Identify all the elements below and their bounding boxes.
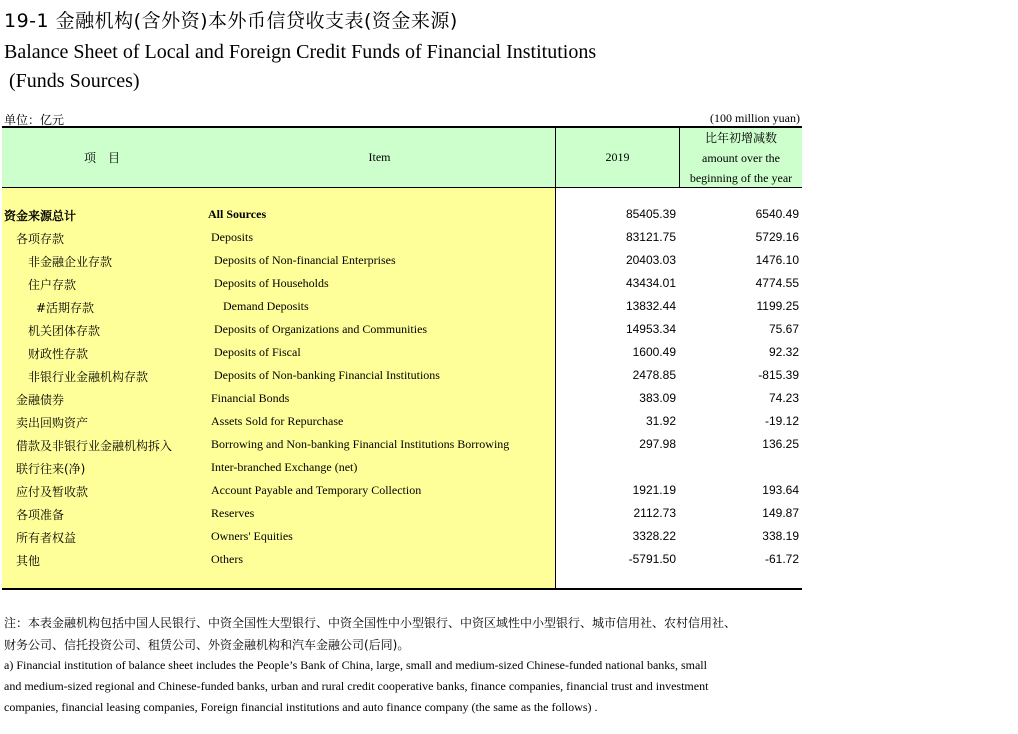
row-label-cn: 借款及非银行业金融机构拆入 [16, 439, 173, 453]
table-row [2, 250, 802, 273]
table-row [2, 388, 802, 411]
row-label-cn: 各项准备 [16, 508, 65, 522]
row-value-2019: 1921.19 [632, 483, 676, 497]
row-value-2019: 31.92 [645, 414, 676, 428]
row-label-en: Reserves [211, 506, 255, 520]
page-title-en-line2: (Funds Sources) [4, 70, 140, 92]
row-value-increase: 149.87 [762, 506, 799, 520]
row-label-cn: #活期存款 [36, 301, 95, 315]
row-label-cn: 财政性存款 [28, 347, 89, 361]
row-label-cn: 非银行业金融机构存款 [28, 370, 149, 384]
row-label-en: Account Payable and Temporary Collection [211, 483, 422, 497]
row-label-cn: 卖出回购资产 [16, 416, 89, 430]
row-value-2019: 13832.44 [625, 299, 676, 313]
row-value-increase: 4774.55 [755, 276, 799, 290]
row-label-cn: 非金融企业存款 [28, 255, 113, 269]
row-label-cn: 应付及暂收款 [16, 485, 89, 499]
row-label-en: Financial Bonds [211, 391, 290, 405]
row-label-cn: 资金来源总计 [4, 209, 77, 223]
note-cn-line1: 注：本表金融机构包括中国人民银行、中资全国性大型银行、中资全国性中小型银行、中资区域性中小型银行、城市信用社、农村信用社、 [4, 616, 737, 630]
note-cn-line2: 财务公司、信托投资公司、租赁公司、外资金融机构和汽车金融公司(后同)。 [4, 638, 410, 652]
row-value-increase: 75.67 [768, 322, 799, 336]
row-value-increase: 92.32 [768, 345, 799, 359]
table-row [2, 434, 802, 457]
table-row [2, 227, 802, 250]
table-row [2, 204, 802, 227]
row-label-en: Inter-branched Exchange (net) [211, 460, 358, 474]
row-label-en: All Sources [208, 207, 267, 221]
header-year: 2019 [605, 150, 630, 164]
page-title-en-line1: Balance Sheet of Local and Foreign Credit Funds of Financial Institutions [4, 41, 597, 63]
table-row [2, 342, 802, 365]
row-label-en: Deposits of Organizations and Communities [214, 322, 428, 336]
row-value-increase: 1476.10 [755, 253, 799, 267]
table-row [2, 480, 802, 503]
note-en-line3: companies, financial leasing companies, Foreign financial institutions and auto finance company (the same as the follows) . [4, 700, 598, 714]
row-label-cn: 金融债券 [16, 393, 65, 407]
table-row [2, 549, 802, 572]
row-value-increase: 74.23 [768, 391, 799, 405]
row-label-en: Deposits of Households [214, 276, 329, 290]
table-row [2, 457, 802, 480]
row-value-2019: 43434.01 [625, 276, 676, 290]
row-value-increase: 136.25 [762, 437, 799, 451]
row-value-2019: -5791.50 [628, 552, 676, 566]
header-increase-en-2: beginning of the year [689, 170, 793, 185]
note-en [4, 655, 804, 718]
table-row [2, 273, 802, 296]
row-value-2019: 2478.85 [632, 368, 676, 382]
row-value-2019: 1600.49 [632, 345, 676, 359]
row-label-cn: 联行往来(净) [16, 462, 86, 476]
row-value-increase: -19.12 [764, 414, 799, 428]
row-value-increase: 1199.25 [756, 299, 799, 313]
header-increase-en-1: amount over the [702, 150, 780, 165]
row-label-en: Borrowing and Non-banking Financial Institutions Borrowing [211, 437, 510, 451]
unit-label-en: (100 million yuan) [710, 111, 800, 125]
header-increase-cn: 比年初增减数 [704, 130, 777, 145]
table-row [2, 365, 802, 388]
table-header-rule [2, 187, 802, 188]
table-row [2, 526, 802, 549]
row-value-increase: -61.72 [764, 552, 799, 566]
row-value-increase: -815.39 [758, 368, 799, 382]
header-item-cn: 项 目 [83, 151, 120, 165]
note-en-line2: and medium-sized regional and Chinese-funded banks, urban and rural credit cooperative banks, finance companies, financial trust and investment [4, 679, 709, 693]
table-row [2, 503, 802, 526]
row-value-2019: 383.09 [639, 391, 676, 405]
header-item-en: Item [368, 150, 391, 164]
table-row [2, 411, 802, 434]
row-label-cn: 住户存款 [28, 278, 77, 292]
row-label-en: Assets Sold for Repurchase [211, 414, 344, 428]
row-value-2019: 3328.22 [632, 529, 676, 543]
row-value-2019: 2112.73 [633, 506, 676, 520]
row-label-en: Owners' Equities [211, 529, 293, 543]
note-cn [4, 612, 804, 656]
row-label-en: Deposits of Fiscal [214, 345, 301, 359]
row-label-cn: 机关团体存款 [28, 324, 101, 338]
table-row [2, 296, 802, 319]
row-label-en: Deposits of Non-banking Financial Institutions [214, 368, 440, 382]
row-value-increase: 6540.49 [755, 207, 799, 221]
row-label-cn: 其他 [16, 554, 41, 568]
table-row [2, 319, 802, 342]
row-value-2019: 83121.75 [625, 230, 676, 244]
note-en-line1: a) Financial institution of balance sheet includes the People’s Bank of China, large, small and medium-sized Chinese-funded national banks, small [4, 658, 707, 672]
row-value-2019: 85405.39 [625, 207, 676, 221]
row-label-cn: 所有者权益 [16, 531, 77, 545]
row-value-increase: 338.19 [762, 529, 799, 543]
table-bottom-rule [2, 588, 802, 590]
row-label-en: Demand Deposits [223, 299, 309, 313]
header-increase [680, 128, 802, 187]
row-value-2019: 14953.34 [625, 322, 676, 336]
row-value-2019: 297.98 [639, 437, 676, 451]
page-title-en [4, 38, 704, 96]
row-label-en: Deposits of Non-financial Enterprises [214, 253, 396, 267]
row-label-cn: 各项存款 [16, 232, 65, 246]
row-value-increase: 5729.16 [755, 230, 799, 244]
row-label-en: Deposits [211, 230, 253, 244]
row-value-2019: 20403.03 [625, 253, 676, 267]
row-value-increase: 193.64 [762, 483, 799, 497]
row-label-en: Others [211, 552, 243, 566]
unit-label-cn: 单位：亿元 [4, 113, 65, 127]
balance-sheet-table [2, 126, 802, 590]
page-title-cn: 19-1 金融机构(含外资)本外币信贷收支表(资金来源) [4, 10, 458, 32]
